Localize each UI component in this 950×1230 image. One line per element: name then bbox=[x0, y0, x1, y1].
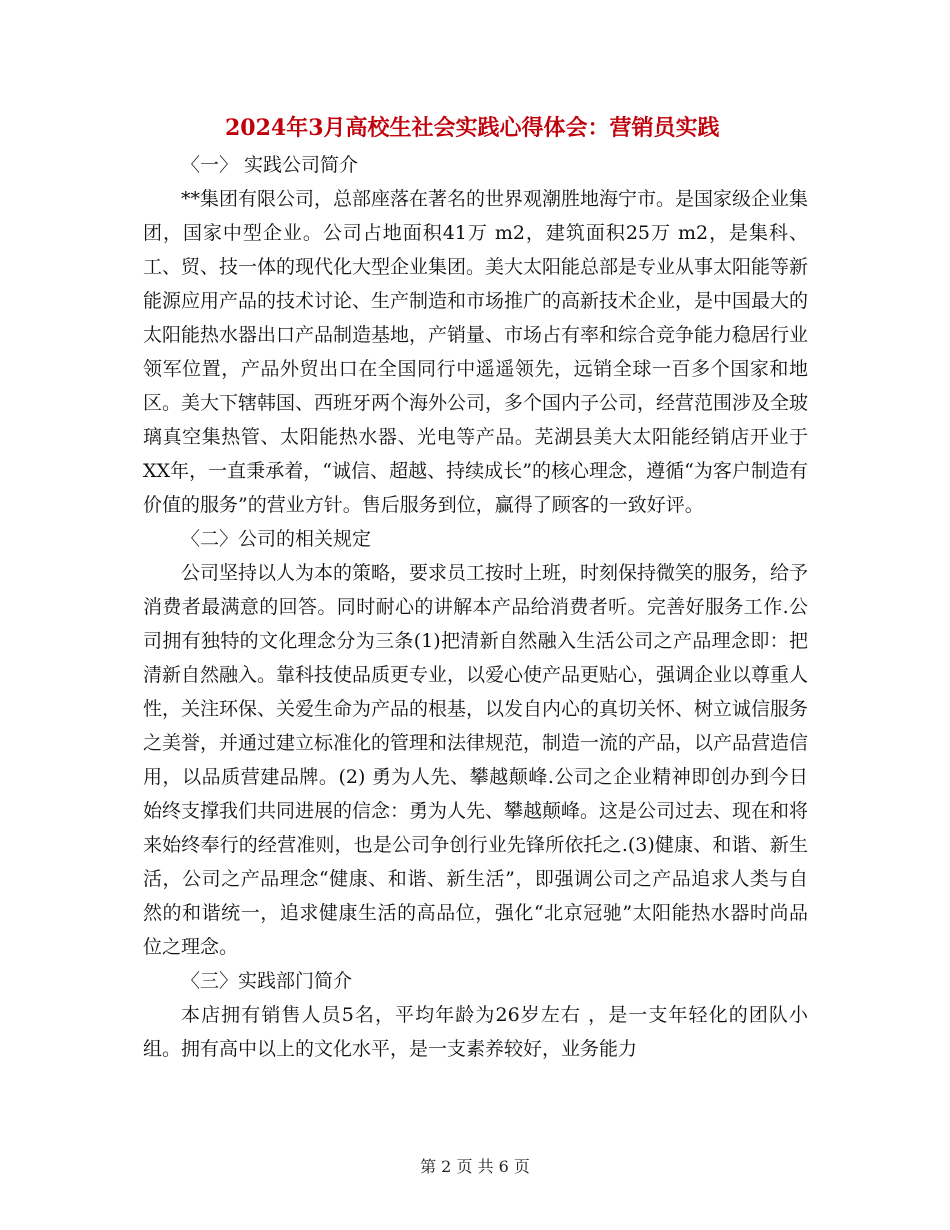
section-paragraph-1: **集团有限公司，总部座落在著名的世界观潮胜地海宁市。是国家级企业集团，国家中型企业。公司占地面积41万 m2，建筑面积25万 m2，是集科、工、贸、技一体的现代化大型企业集团。美大太阳能总部是专业从事太阳能等新能源应用产品的技术讨论、生产制造和市场推广的高新技术企业，是中国最大的太阳能热水器出口产品制造基地，产销量、市场占有率和综合竞争能力稳居行业领军位置，产品外贸出口在全国同行中遥遥领先，远销全球一百多个国家和地区。美大下辖韩国、西班牙两个海外公司，多个国内子公司，经营范围涉及全玻璃真空集热管、太阳能热水器、光电等产品。芜湖县美大太阳能经销店开业于XX年，一直秉承着，“诚信、超越、持续成长”的核心理念，遵循“为客户制造有价值的服务”的营业方针。售后服务到位，赢得了顾客的一致好评。 bbox=[143, 188, 809, 516]
section-heading-3: 〈三〉实践部门简介 bbox=[181, 970, 353, 992]
section-heading-2: 〈二〉公司的相关规定 bbox=[181, 528, 372, 550]
page-footer: 第 2 页 共 6 页 bbox=[420, 1157, 530, 1176]
section-heading-1: 〈一〉 实践公司简介 bbox=[181, 154, 359, 176]
section-paragraph-2: 公司坚持以人为本的策略，要求员工按时上班，时刻保持微笑的服务，给予消费者最满意的回答。同时耐心的讲解本产品给消费者听。完善好服务工作.公司拥有独特的文化理念分为三条(1)把清新自然融入生活公司之产品理念即：把清新自然融入。靠科技使品质更专业，以爱心使产品更贴心，强调企业以尊重人性，关注环保、关爱生命为产品的根基，以发自内心的真切关怀、树立诚信服务之美誉，并通过建立标准化的管理和法律规范，制造一流的产品，以产品营造信用，以品质营建品牌。(2) 勇为人先、攀越颠峰.公司之企业精神即创办到今日始终支撑我们共同进展的信念：勇为人先、攀越颠峰。这是公司过去、现在和将来始终奉行的经营准则，也是公司争创行业先锋所依托之.(3)健康、和谐、新生活，公司之产品理念“健康、和谐、新生活”，即强调公司之产品追求人类与自然的和谐统一，追求健康生活的高品位，强化“北京冠驰”太阳能热水器时尚品位之理念。 bbox=[143, 562, 809, 958]
section-paragraph-3: 本店拥有销售人员5名，平均年龄为26岁左右 ，是一支年轻化的团队小组。拥有高中以上的文化水平，是一支素养较好，业务能力 bbox=[143, 1004, 808, 1060]
document-title: 2024年3月高校生社会实践心得体会：营销员实践 bbox=[225, 115, 720, 141]
document-body bbox=[143, 108, 808, 1066]
